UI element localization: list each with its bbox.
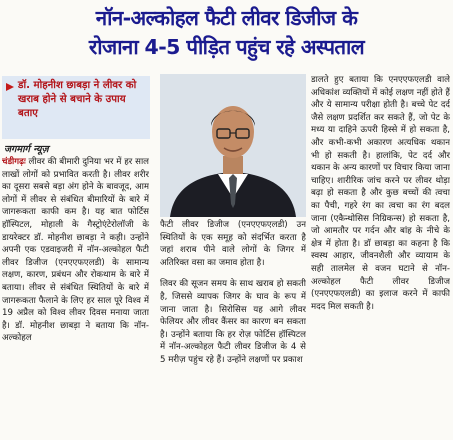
headline-line-1: नॉन-अल्कोहल फैटी लीवर डिजीज के bbox=[95, 6, 358, 30]
column-2-text: फैटी लीवर डिजीज (एनएएफएलडी) उन स्थितियों के एक समूह को संदर्भित करता है जहां शराब पीने वाले लोगों के जिगर में अतिरिक्त वसा का जमाव होता है। bbox=[160, 220, 306, 268]
column-1-text: लीवर की बीमारी दुनिया भर में हर साल लाखों लोगों को प्रभावित करती है। लीवर शरीर का दूसरा सबसे बड़ा अंग होने के बावजूद, आम लोगों में लीवर से संबंधित बीमारियों के बारे में जागरूकता काफी कम है। यह बात फोर्टिस हॉस्पिटल, मोहाली के गैस्ट्रोएंटेरोलॉजी के डायरेक्टर डॉ. मोहनीश छाबड़ा ने कही। उन्होंने अपनी एक एडवाइजरी में नॉन-अल्कोहल फैटी लीवर डिजीज (एनएएफएलडी) के सामान्य लक्षण, कारण, प्रबंधन और रोकथाम के बारे में बताया। लीवर से संबंधित स्थितियों के बारे में जागरूकता फैलाने के लिए हर साल पूरे विश्व में 19 अप्रैल को विश्व लीवर दिवस मनाया जाता है। डॉ. मोहनीश छाबड़ा ने बताया कि नॉन-अल्कोहल bbox=[2, 157, 149, 344]
headline-line-2: रोजाना 4-5 पीड़ित पहुंच रहे अस्पताल bbox=[88, 35, 365, 59]
teaser-text: डॉ. मोहनीश छाबड़ा ने लीवर को खराब होने से बचाने के उपाय बताए bbox=[18, 80, 137, 120]
arrow-icon bbox=[6, 83, 14, 91]
doctor-portrait-icon bbox=[160, 74, 306, 217]
headline bbox=[0, 0, 453, 70]
dateline-city: चंडीगढ़ः bbox=[2, 157, 26, 167]
column-2-text-b: लिवर की सूजन समय के साथ खराब हो सकती है, जिससे व्यापक जिगर के घाव के रूप में जाना जाता है। सिरोसिस यह आगे लीवर फेलियर और लीवर कैंसर का कारण बन सकता है। उन्होंने बताया कि हर रोज़ फोर्टिस हॉस्पिटल में नॉन-अल्कोहल फैटी लीवर डिजीज के 4 से 5 मरीज़ पहुंच रहे हैं। उन्होंने लक्षणों पर प्रकाश bbox=[160, 279, 306, 365]
column-3-text: डालते हुए बताया कि एनएएफएलडी वाले अधिकांश व्यक्तियों में कोई लक्षण नहीं होते हैं और ये सामान्य परीक्षा होती है। बच्चे पेट दर्द जैसे लक्षण प्रदर्शित कर सकते हैं, जो पेट के मध्य या दाहिने ऊपरी हिस्से में हो सकता है, और कभी-कभी अकारण अत्यधिक थकान भी हो सकती है। हालांकि, पेट दर्द और थकान के अन्य कारणों पर विचार किया जाना चाहिए। शारीरिक जांच करने पर लीवर थोड़ा बढ़ा हो सकता है और कुछ बच्चों की त्वचा का पैची, गहरे रंग का त्वचा का रंग बदल जाना (एकैन्थोसिस निग्रिकन्स) हो सकता है, जो आमतौर पर गर्दन और बांह के नीचे के क्षेत्र में होता है। डॉ छाबड़ा का कहना है कि स्वस्थ आहार, जीवनशैली और व्यायाम के सही तालमेल से वजन घटाने से नॉन-अल्कोहल फैटी लीवर डिजीज (एनएएफएलडी) का इलाज करने में काफी मदद मिल सकती है। bbox=[311, 75, 450, 312]
doctor-photo bbox=[160, 74, 306, 217]
byline: जगमार्ग न्यूज़ bbox=[4, 144, 49, 155]
article-column-2 bbox=[160, 219, 306, 438]
article-column-1 bbox=[2, 156, 149, 438]
article-column-3 bbox=[311, 74, 450, 438]
teaser-box bbox=[2, 76, 150, 139]
